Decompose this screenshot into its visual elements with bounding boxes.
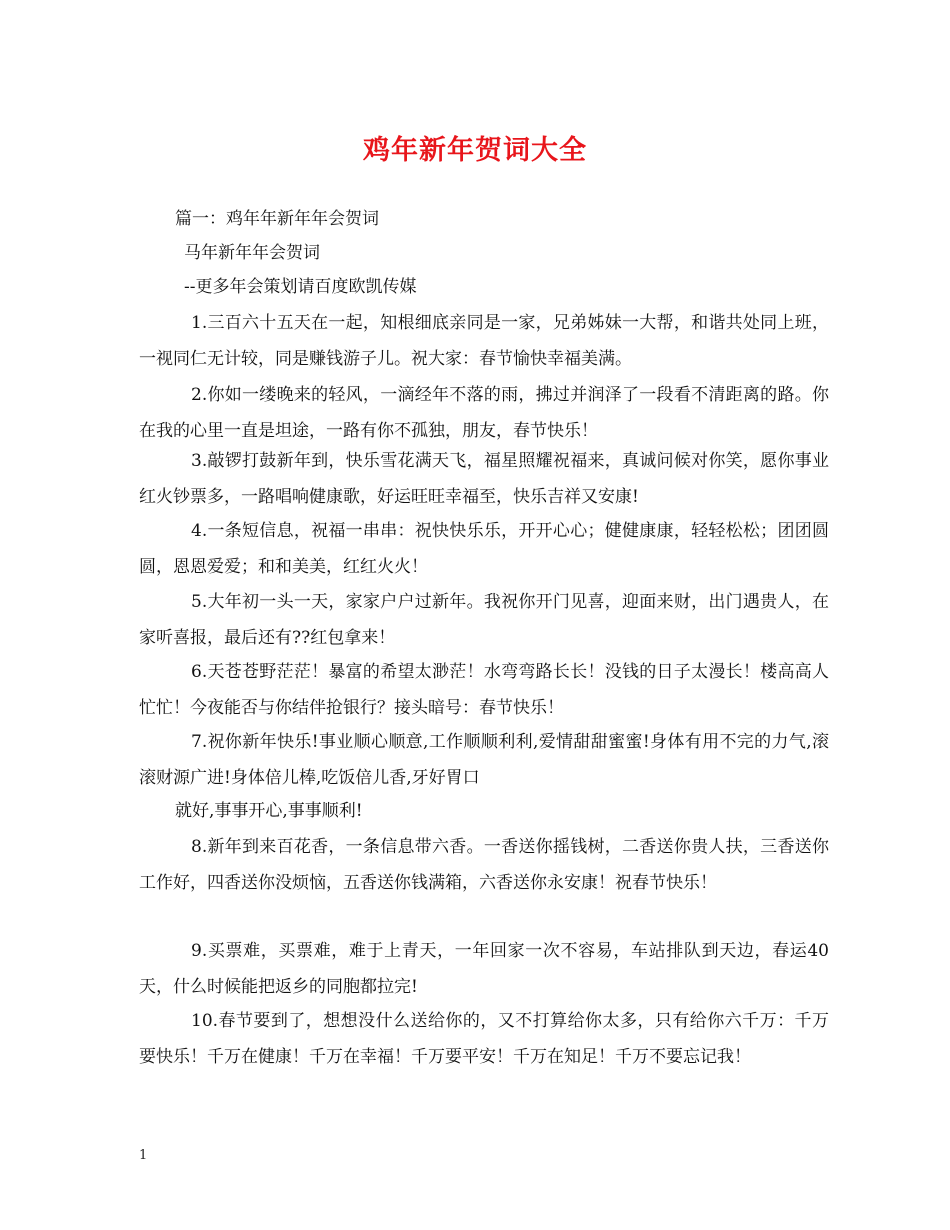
greeting-paragraph: 2.你如一缕晚来的轻风，一滴经年不落的雨，拂过并润泽了一段看不清距离的路。你在我的心里一直是坦途，一路有你不孤独，朋友，春节快乐！ (139, 385, 829, 441)
greeting-paragraph: 6.天苍苍野茫茫！暴富的希望太渺茫！水弯弯路长长！没钱的日子太漫长！楼高高人忙忙！今夜能否与你结伴抢银行？接头暗号：春节快乐！ (139, 662, 829, 718)
greeting-paragraph-continuation: 就好,事事开心,事事顺利! (175, 801, 363, 821)
intro-line: 篇一：鸡年年新年年会贺词 (175, 209, 379, 229)
intro-line: 马年新年年会贺词 (184, 243, 320, 263)
greeting-paragraph: 4.一条短信息，祝福一串串：祝快快乐乐，开开心心；健健康康，轻轻松松；团团圆圆，恩恩爱爱；和和美美，红红火火！ (139, 521, 829, 577)
greeting-paragraph: 9.买票难，买票难，难于上青天，一年回家一次不容易，车站排队到天边，春运40天，什么时候能把返乡的同胞都拉完! (139, 941, 829, 997)
greeting-paragraph: 5.大年初一头一天，家家户户过新年。我祝你开门见喜，迎面来财，出门遇贵人，在家听喜报，最后还有??红包拿来！ (139, 592, 829, 648)
greeting-paragraph: 10.春节要到了，想想没什么送给你的，又不打算给你太多，只有给你六千万：千万要快乐！千万在健康！千万在幸福！千万要平安！千万在知足！千万不要忘记我！ (139, 1011, 829, 1067)
greeting-paragraph: 8.新年到来百花香，一条信息带六香。一香送你摇钱树，二香送你贵人扶，三香送你工作好，四香送你没烦恼，五香送你钱满箱，六香送你永安康！祝春节快乐！ (139, 837, 829, 893)
intro-line: --更多年会策划请百度欧凯传媒 (184, 277, 417, 297)
document-title: 鸡年新年贺词大全 (363, 135, 587, 166)
greeting-paragraph: 7.祝你新年快乐!事业顺心顺意,工作顺顺利利,爱情甜甜蜜蜜!身体有用不完的力气,滚滚财源广进!身体倍儿棒,吃饭倍儿香,牙好胃口 (139, 732, 829, 788)
greeting-paragraph: 1.三百六十五天在一起，知根细底亲同是一家，兄弟姊妹一大帮，和谐共处同上班，一视同仁无计较，同是赚钱游子儿。祝大家：春节愉快幸福美满。 (139, 313, 829, 369)
greeting-paragraph: 3.敲锣打鼓新年到，快乐雪花满天飞，福星照耀祝福来，真诚问候对你笑，愿你事业红火钞票多，一路唱响健康歌，好运旺旺幸福至，快乐吉祥又安康! (139, 451, 829, 507)
page-number: 1 (139, 1148, 148, 1163)
